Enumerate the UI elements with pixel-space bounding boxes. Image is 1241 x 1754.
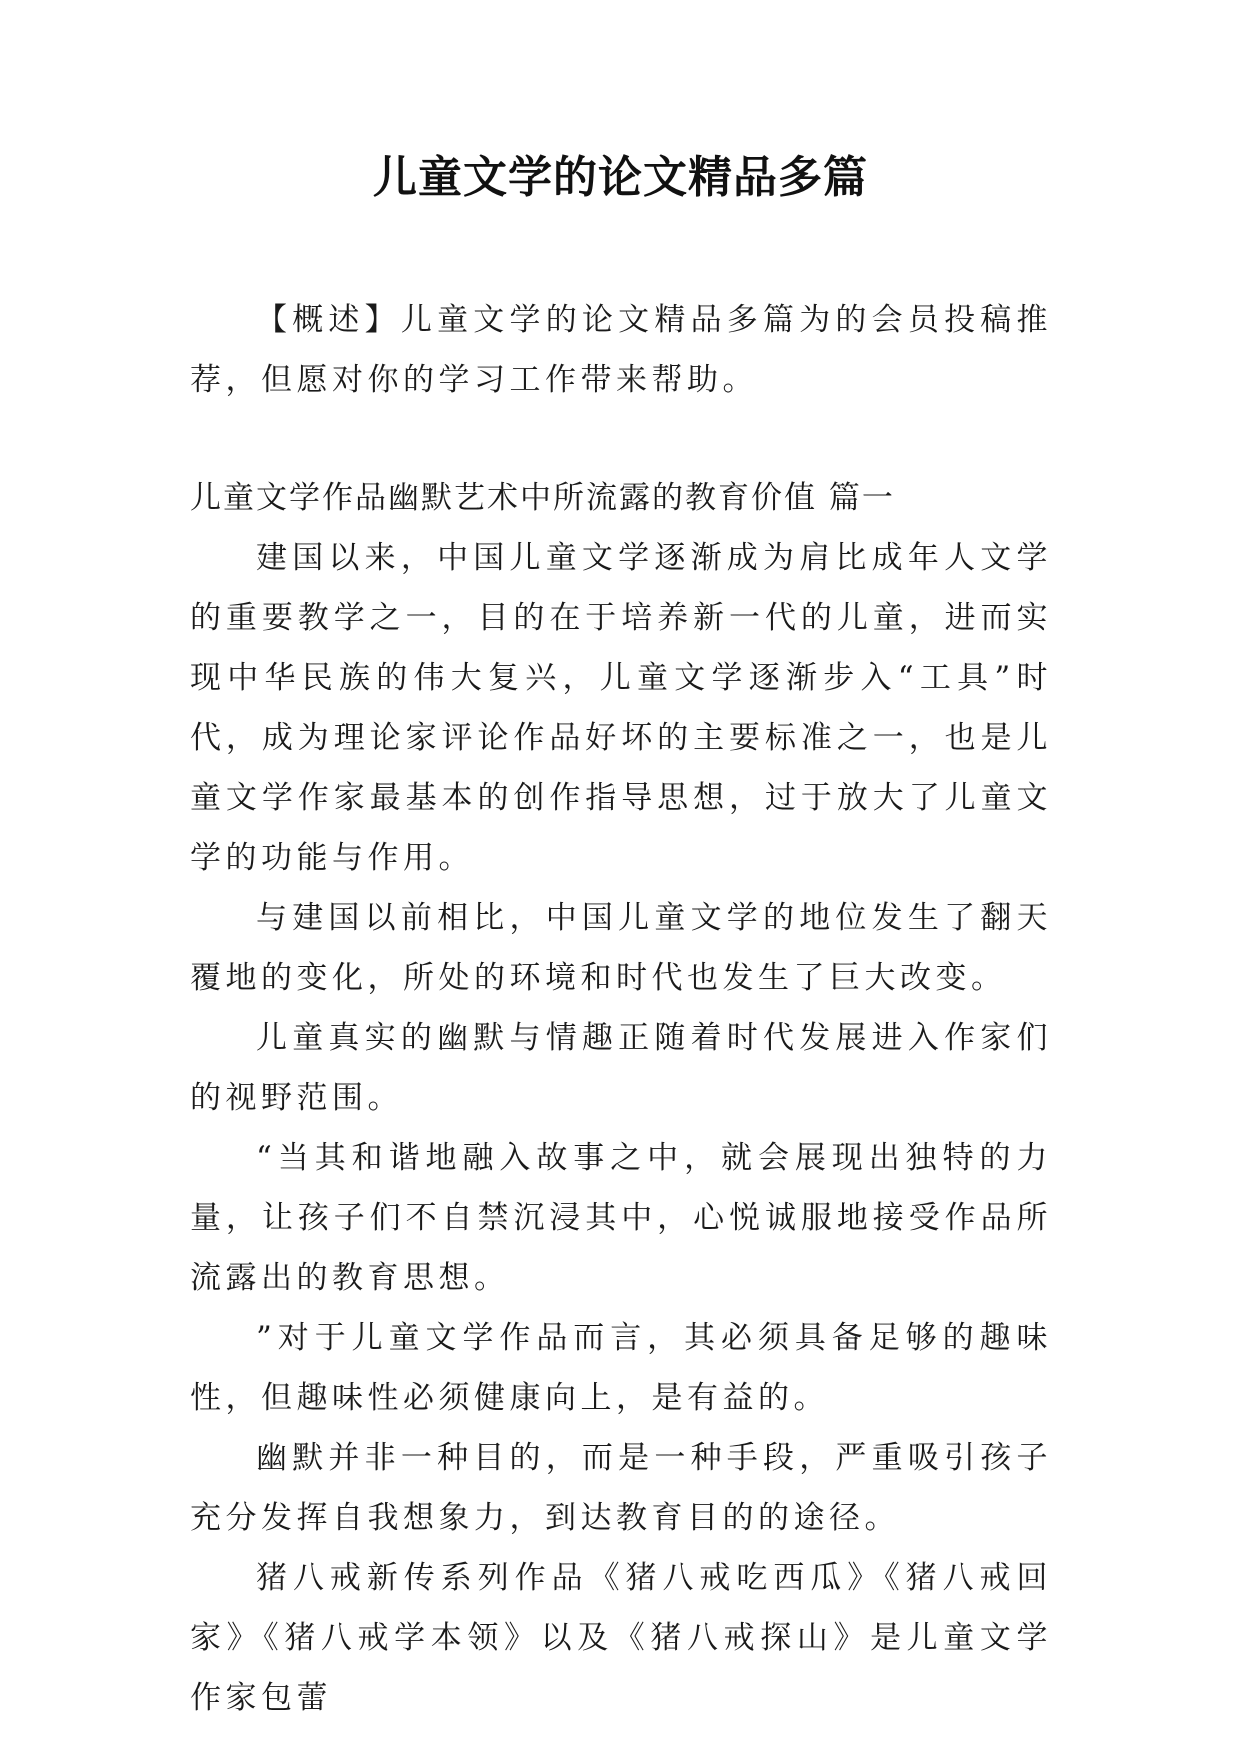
summary-paragraph: 【概述】儿童文学的论文精品多篇为的会员投稿推荐，但愿对你的学习工作带来帮助。 bbox=[190, 302, 1052, 398]
body-paragraph: 猪八戒新传系列作品《猪八戒吃西瓜》《猪八戒回家》《猪八戒学本领》以及《猪八戒探山》是儿童文学作家包蕾 bbox=[190, 1560, 1052, 1716]
document-body bbox=[190, 290, 1052, 1728]
body-paragraph: 儿童真实的幽默与情趣正随着时代发展进入作家们的视野范围。 bbox=[190, 1020, 1052, 1116]
document-title: 儿童文学的论文精品多篇 bbox=[373, 152, 868, 203]
section-heading: 儿童文学作品幽默艺术中所流露的教育价值 篇一 bbox=[190, 480, 895, 516]
body-paragraph: 建国以来，中国儿童文学逐渐成为肩比成年人文学的重要教学之一，目的在于培养新一代的儿童，进而实现中华民族的伟大复兴，儿童文学逐渐步入“工具”时代，成为理论家评论作品好坏的主要标准之一，也是儿童文学作家最基本的创作指导思想，过于放大了儿童文学的功能与作用。 bbox=[190, 540, 1052, 876]
body-paragraph: “当其和谐地融入故事之中，就会展现出独特的力量，让孩子们不自禁沉浸其中，心悦诚服地接受作品所流露出的教育思想。 bbox=[190, 1140, 1052, 1296]
body-paragraph: ”对于儿童文学作品而言，其必须具备足够的趣味性，但趣味性必须健康向上，是有益的。 bbox=[190, 1320, 1052, 1416]
body-paragraph: 幽默并非一种目的，而是一种手段，严重吸引孩子充分发挥自我想象力，到达教育目的的途径。 bbox=[190, 1440, 1052, 1536]
body-paragraph: 与建国以前相比，中国儿童文学的地位发生了翻天覆地的变化，所处的环境和时代也发生了巨大改变。 bbox=[190, 900, 1052, 996]
